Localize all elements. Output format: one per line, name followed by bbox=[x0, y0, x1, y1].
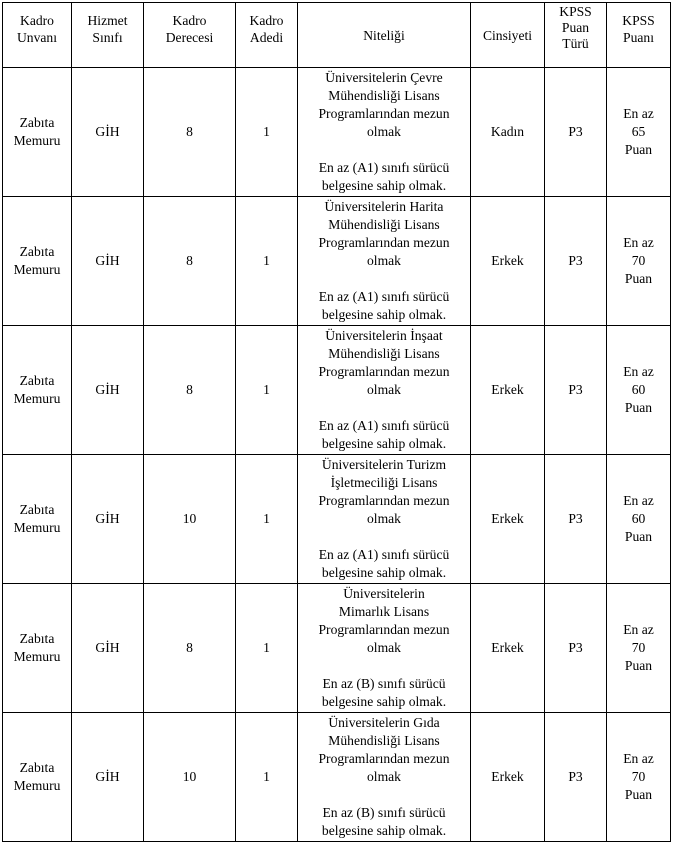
cell-hizmet-sinifi: GİH bbox=[72, 326, 144, 455]
ehliyet-line: En az (A1) sınıfı sürücü bbox=[318, 160, 450, 175]
header-row bbox=[3, 3, 671, 68]
cell-cinsiyeti: Kadın bbox=[471, 68, 545, 197]
nitelik-line: olmak bbox=[367, 640, 401, 655]
nitelik-line: olmak bbox=[367, 511, 401, 526]
cell-kadro-adedi: 1 bbox=[236, 326, 298, 455]
ehliyet-line: En az (A1) sınıfı sürücü bbox=[318, 547, 450, 562]
cell-cinsiyeti: Erkek bbox=[471, 584, 545, 713]
header-cinsiyeti: Cinsiyeti bbox=[471, 3, 545, 68]
ehliyet-line: En az (B) sınıfı sürücü bbox=[322, 676, 446, 691]
table-body bbox=[3, 68, 671, 842]
cell-kadro-derecesi: 8 bbox=[144, 326, 236, 455]
cell-kadro-adedi: 1 bbox=[236, 68, 298, 197]
nitelik-line: Programlarından mezun bbox=[318, 235, 450, 250]
cell-kpss-puan-turu: P3 bbox=[545, 455, 607, 584]
table-row bbox=[3, 68, 671, 197]
cell-kadro-unvani: Zabıta Memuru bbox=[3, 68, 72, 197]
ehliyet-line: belgesine sahip olmak. bbox=[321, 565, 447, 580]
nitelik-gap bbox=[298, 786, 470, 804]
nitelik-line: Üniversitelerin bbox=[343, 586, 425, 601]
nitelik-line: İşletmeciliği Lisans bbox=[330, 475, 438, 490]
cell-hizmet-sinifi: GİH bbox=[72, 455, 144, 584]
cell-kadro-unvani: Zabıta Memuru bbox=[3, 455, 72, 584]
nitelik-line: Üniversitelerin İnşaat bbox=[325, 328, 443, 343]
nitelik-line: Mühendisliği Lisans bbox=[328, 733, 440, 748]
cell-kpss-puan-turu: P3 bbox=[545, 68, 607, 197]
nitelik-gap bbox=[298, 270, 470, 288]
nitelik-line: Üniversitelerin Gıda bbox=[328, 715, 440, 730]
cell-kadro-adedi: 1 bbox=[236, 713, 298, 842]
nitelik-line: Mühendisliği Lisans bbox=[328, 217, 440, 232]
cell-kpss-puani: En az 70 Puan bbox=[607, 197, 671, 326]
cell-kpss-puani: En az 70 Puan bbox=[607, 584, 671, 713]
ehliyet-line: En az (B) sınıfı sürücü bbox=[322, 805, 446, 820]
cell-hizmet-sinifi: GİH bbox=[72, 713, 144, 842]
nitelik-gap bbox=[298, 528, 470, 546]
nitelik-line: olmak bbox=[367, 124, 401, 139]
nitelik-line: Programlarından mezun bbox=[318, 751, 450, 766]
cell-kadro-derecesi: 8 bbox=[144, 584, 236, 713]
table-row bbox=[3, 455, 671, 584]
ehliyet-line: belgesine sahip olmak. bbox=[321, 436, 447, 451]
table-row bbox=[3, 713, 671, 842]
nitelik-line: olmak bbox=[367, 253, 401, 268]
header-kpss-puani: KPSS Puanı bbox=[607, 3, 671, 68]
ehliyet-line: belgesine sahip olmak. bbox=[321, 307, 447, 322]
cell-niteligi bbox=[298, 326, 471, 455]
cell-kadro-derecesi: 10 bbox=[144, 713, 236, 842]
cell-kpss-puan-turu: P3 bbox=[545, 713, 607, 842]
cell-kadro-adedi: 1 bbox=[236, 584, 298, 713]
cell-kpss-puan-turu: P3 bbox=[545, 584, 607, 713]
nitelik-line: Mühendisliği Lisans bbox=[328, 346, 440, 361]
header-hizmet-sinifi: Hizmet Sınıfı bbox=[72, 3, 144, 68]
nitelik-line: Mühendisliği Lisans bbox=[328, 88, 440, 103]
cell-kpss-puani: En az 60 Puan bbox=[607, 326, 671, 455]
table-row bbox=[3, 326, 671, 455]
cell-kpss-puan-turu: P3 bbox=[545, 197, 607, 326]
cell-niteligi bbox=[298, 455, 471, 584]
nitelik-line: Mimarlık Lisans bbox=[338, 604, 430, 619]
header-niteligi: Niteliği bbox=[298, 3, 471, 68]
cell-kpss-puani: En az 60 Puan bbox=[607, 455, 671, 584]
cell-niteligi bbox=[298, 197, 471, 326]
cell-hizmet-sinifi: GİH bbox=[72, 68, 144, 197]
header-kadro-derecesi: Kadro Derecesi bbox=[144, 3, 236, 68]
nitelik-line: Üniversitelerin Harita bbox=[324, 199, 444, 214]
nitelik-line: Programlarından mezun bbox=[318, 364, 450, 379]
ehliyet-line: belgesine sahip olmak. bbox=[321, 178, 447, 193]
ehliyet-line: En az (A1) sınıfı sürücü bbox=[318, 289, 450, 304]
cell-kadro-unvani: Zabıta Memuru bbox=[3, 326, 72, 455]
ehliyet-line: belgesine sahip olmak. bbox=[321, 823, 447, 838]
cell-kadro-derecesi: 10 bbox=[144, 455, 236, 584]
kadro-table bbox=[2, 2, 671, 842]
nitelik-gap bbox=[298, 657, 470, 675]
nitelik-line: Programlarından mezun bbox=[318, 106, 450, 121]
cell-hizmet-sinifi: GİH bbox=[72, 197, 144, 326]
cell-cinsiyeti: Erkek bbox=[471, 455, 545, 584]
cell-cinsiyeti: Erkek bbox=[471, 713, 545, 842]
nitelik-line: Üniversitelerin Turizm bbox=[321, 457, 447, 472]
cell-kadro-derecesi: 8 bbox=[144, 68, 236, 197]
nitelik-line: Üniversitelerin Çevre bbox=[325, 70, 443, 85]
cell-kadro-unvani: Zabıta Memuru bbox=[3, 713, 72, 842]
cell-niteligi bbox=[298, 584, 471, 713]
cell-kpss-puani: En az 70 Puan bbox=[607, 713, 671, 842]
cell-kpss-puani: En az 65 Puan bbox=[607, 68, 671, 197]
cell-niteligi bbox=[298, 713, 471, 842]
cell-cinsiyeti: Erkek bbox=[471, 326, 545, 455]
cell-kadro-adedi: 1 bbox=[236, 197, 298, 326]
cell-cinsiyeti: Erkek bbox=[471, 197, 545, 326]
nitelik-gap bbox=[298, 399, 470, 417]
ehliyet-line: belgesine sahip olmak. bbox=[321, 694, 447, 709]
nitelik-line: Programlarından mezun bbox=[318, 622, 450, 637]
cell-kadro-derecesi: 8 bbox=[144, 197, 236, 326]
nitelik-line: olmak bbox=[367, 769, 401, 784]
cell-kpss-puan-turu: P3 bbox=[545, 326, 607, 455]
ehliyet-line: En az (A1) sınıfı sürücü bbox=[318, 418, 450, 433]
nitelik-line: olmak bbox=[367, 382, 401, 397]
cell-kadro-adedi: 1 bbox=[236, 455, 298, 584]
header-kadro-unvani: Kadro Unvanı bbox=[3, 3, 72, 68]
table-row bbox=[3, 584, 671, 713]
header-kadro-adedi: Kadro Adedi bbox=[236, 3, 298, 68]
cell-kadro-unvani: Zabıta Memuru bbox=[3, 197, 72, 326]
cell-niteligi bbox=[298, 68, 471, 197]
nitelik-line: Programlarından mezun bbox=[318, 493, 450, 508]
cell-hizmet-sinifi: GİH bbox=[72, 584, 144, 713]
header-kpss-puan-turu: KPSS Puan Türü bbox=[545, 3, 607, 68]
nitelik-gap bbox=[298, 141, 470, 159]
table-row bbox=[3, 197, 671, 326]
cell-kadro-unvani: Zabıta Memuru bbox=[3, 584, 72, 713]
